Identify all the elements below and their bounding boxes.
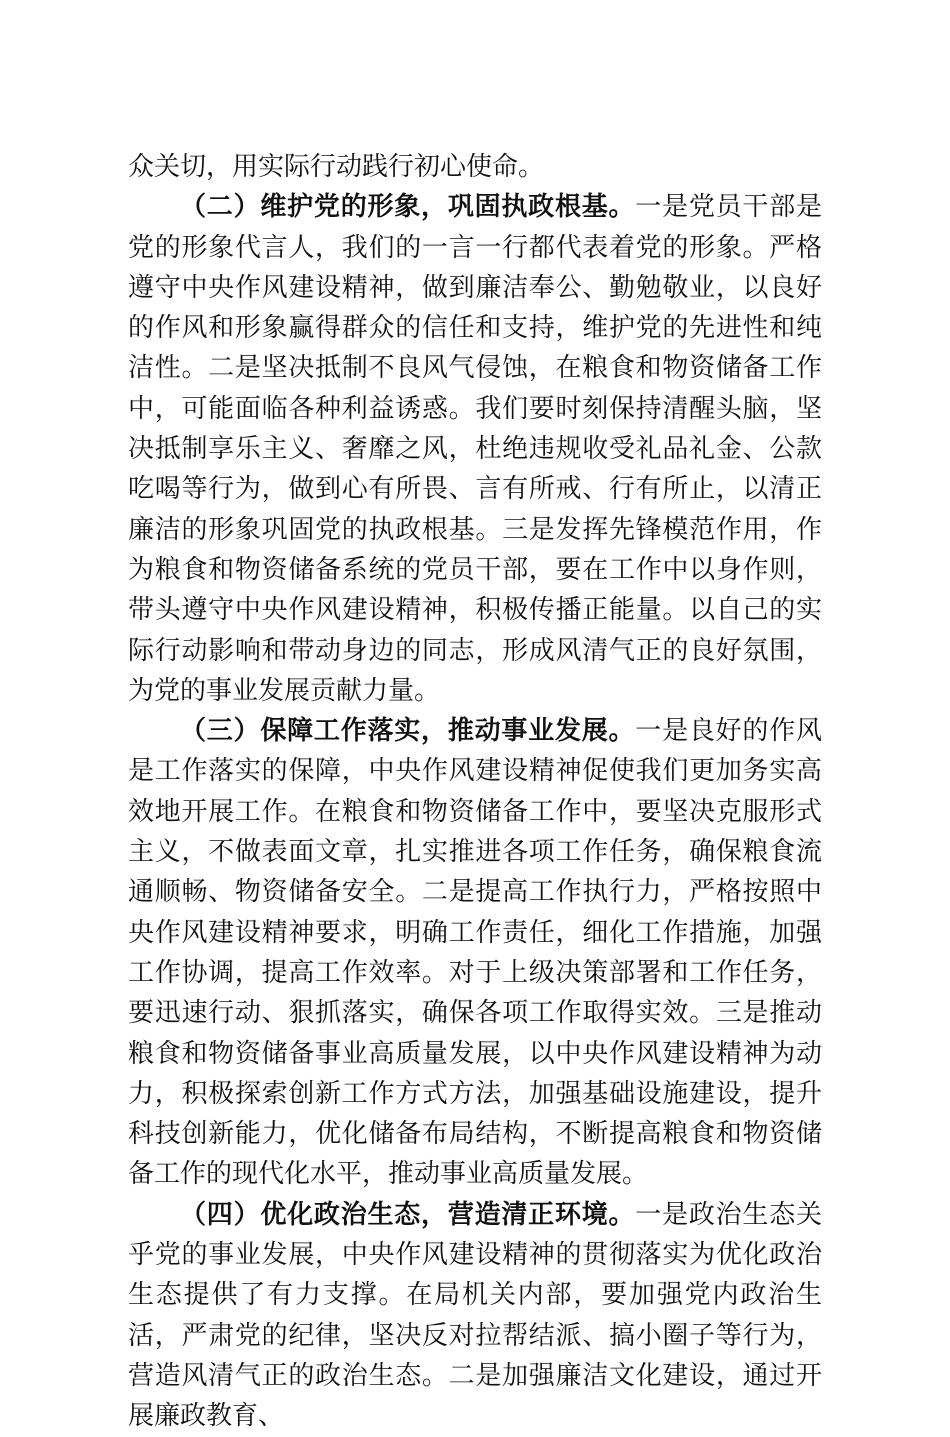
section-body-3: 一是良好的作风是工作落实的保障，中央作风建设精神促使我们更加务实高效地开展工作。在粮食和物资储备工作中，要坚决克服形式主义，不做表面文章，扎实推进各项工作任务，确保粮食流通顺畅、物资储备安全。二是提高工作执行力，严格按照中央作风建设精神要求，明确工作责任，细化工作措施，加强工作协调，提高工作效率。对于上级决策部署和工作任务，要迅速行动、狠抓落实，确保各项工作取得实效。三是推动粮食和物资储备事业高质量发展，以中央作风建设精神为动力，积极探索创新工作方式方法，加强基础设施建设，提升科技创新能力，优化储备布局结构，不断提高粮食和物资储备工作的现代化水平，推动事业高质量发展。 bbox=[128, 716, 822, 1190]
section-heading-4: （四）优化政治生态，营造清正环境。 bbox=[180, 1199, 636, 1230]
section-body-4: 一是政治生态关乎党的事业发展，中央作风建设精神的贯彻落实为优化政治生态提供了有力支撑。在局机关内部，要加强党内政治生活，严肃党的纪律，坚决反对拉帮结派、搞小圈子等行为，营造风清气正的政治生态。二是加强廉洁文化建设，通过开展廉政教育、 bbox=[128, 1199, 822, 1432]
section-heading-3: （三）保障工作落实，推动事业发展。 bbox=[180, 716, 636, 747]
section-heading-2: （二）维护党的形象，巩固执政根基。 bbox=[180, 192, 636, 223]
continuation-paragraph: 众关切，用实际行动践行初心使命。 bbox=[128, 152, 545, 182]
document-page bbox=[128, 147, 822, 1437]
section-paragraph-4 bbox=[128, 1195, 822, 1437]
section-paragraph-2 bbox=[128, 187, 822, 711]
section-paragraph-3 bbox=[128, 711, 822, 1195]
section-body-2: 一是党员干部是党的形象代言人，我们的一言一行都代表着党的形象。严格遵守中央作风建设精神，做到廉洁奉公、勤勉敬业，以良好的作风和形象赢得群众的信任和支持，维护党的先进性和纯洁性。二是坚决抵制不良风气侵蚀，在粮食和物资储备工作中，可能面临各种利益诱惑。我们要时刻保持清醒头脑，坚决抵制享乐主义、奢靡之风，杜绝违规收受礼品礼金、公款吃喝等行为，做到心有所畏、言有所戒、行有所止，以清正廉洁的形象巩固党的执政根基。三是发挥先锋模范作用，作为粮食和物资储备系统的党员干部，要在工作中以身作则，带头遵守中央作风建设精神，积极传播正能量。以自己的实际行动影响和带动身边的同志，形成风清气正的良好氛围，为党的事业发展贡献力量。 bbox=[128, 192, 822, 706]
